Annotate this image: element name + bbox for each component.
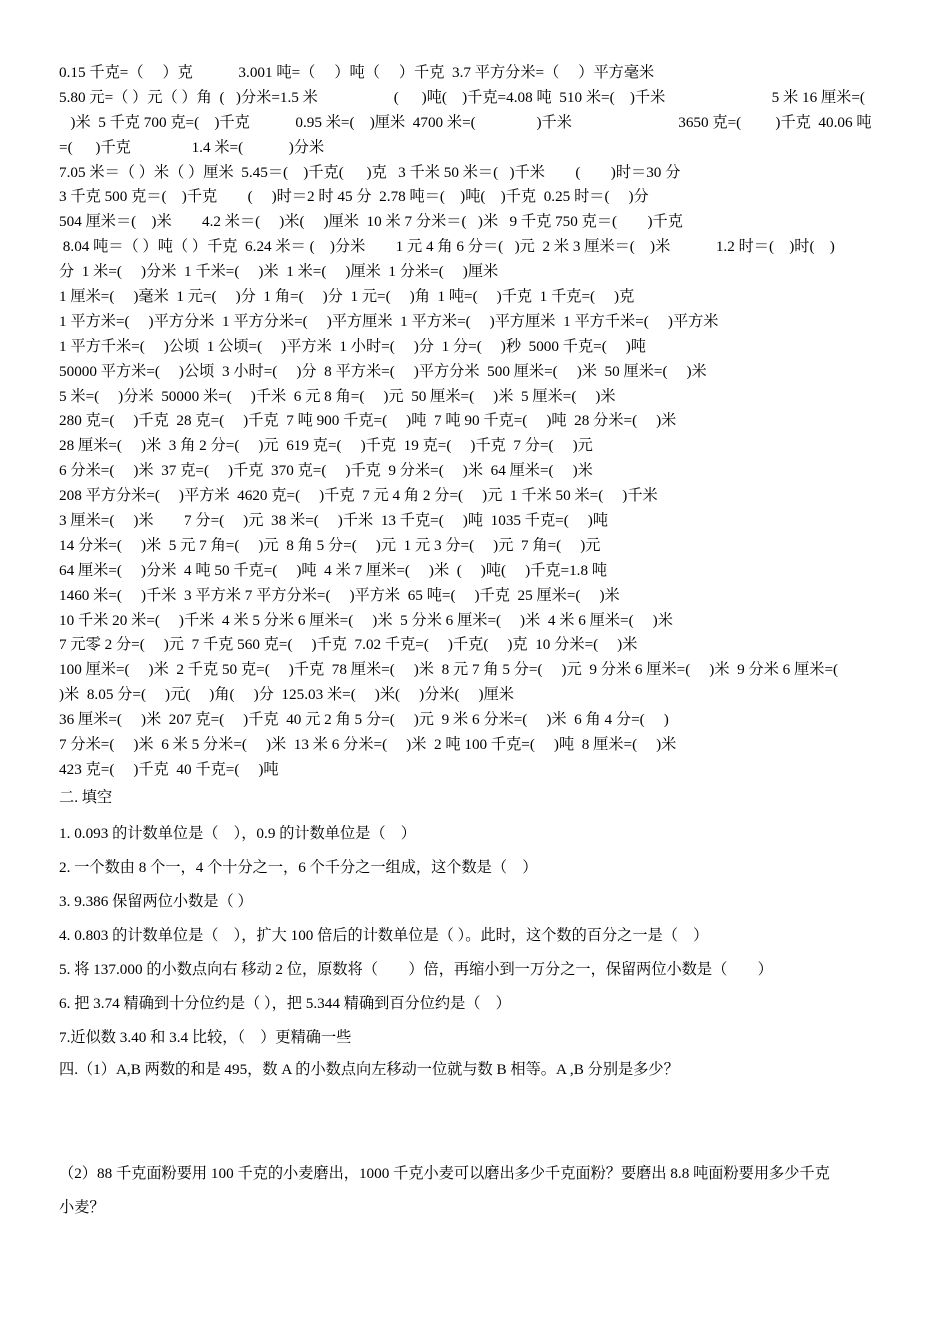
- section-heading: 二. 填空: [59, 789, 113, 806]
- fill-question: 6. 把 3.74 精确到十分位约是（ ），把 5.344 精确到百分位约是（ ）: [59, 995, 511, 1012]
- conversion-line: 10 千米 20 米=( )千米 4 米 5 分米 6 厘米=( )米 5 分米 6 厘米=( )米 4 米 6 厘米=( )米: [59, 611, 673, 629]
- conversion-line: 3 厘米=( )米 7 分=( )元 38 米=( )千米 13 千克=( )吨 1035 千克=( )吨: [59, 512, 609, 530]
- conversion-line: 7 元零 2 分=( )元 7 千克 560 克=( )千克 7.02 千克=( )千克( )克 10 分米=( )米: [59, 636, 638, 654]
- fill-question: 7.近似数 3.40 和 3.4 比较，（ ）更精确一些: [59, 1029, 352, 1046]
- fill-question: 4. 0.803 的计数单位是（ ），扩大 100 倍后的计数单位是（ ）。此时，这个数的百分之一是（ ）: [59, 927, 709, 944]
- conversion-line: 36 厘米=( )米 207 克=( )千克 40 元 2 角 5 分=( )元 9 米 6 分米=( )米 6 角 4 分=( ): [59, 711, 669, 729]
- fill-question: 3. 9.386 保留两位小数是（ ）: [59, 893, 253, 910]
- conversion-line: 5.80 元=（ ）元（ ）角 ( )分米=1.5 米 ( )吨( )千克=4.08 吨 510 米=( )千米 5 米 16 厘米=(: [59, 88, 865, 106]
- word-problem-2-line-2: 小麦？: [59, 1199, 105, 1216]
- conversion-line: 1 平方千米=( )公顷 1 公顷=( )平方米 1 小时=( )分 1 分=( )秒 5000 千克=( )吨: [59, 337, 646, 355]
- conversion-line: 7.05 米＝（ ）米（ ）厘米 5.45＝( )千克( )克 3 千米 50 米＝( )千米 ( )时＝30 分: [59, 163, 681, 181]
- conversion-line: 423 克=( )千克 40 千克=( )吨: [59, 760, 279, 778]
- conversion-line: 14 分米=( )米 5 元 7 角=( )元 8 角 5 分=( )元 1 元 3 分=( )元 7 角=( )元: [59, 536, 601, 554]
- conversion-line: 64 厘米=( )分米 4 吨 50 千克=( )吨 4 米 7 厘米=( )米 ( )吨( )千克=1.8 吨: [59, 561, 608, 579]
- conversion-line: 7 分米=( )米 6 米 5 分米=( )米 13 米 6 分米=( )米 2 吨 100 千克=( )吨 8 厘米=( )米: [59, 736, 677, 754]
- conversion-line: )米 8.05 分=( )元( )角( )分 125.03 米=( )米( )分米( )厘米: [59, 686, 514, 704]
- conversion-line: 28 厘米=( )米 3 角 2 分=( )元 619 克=( )千克 19 克=( )千克 7 分=( )元: [59, 437, 593, 455]
- conversion-line: =( )千克 1.4 米=( )分米: [59, 138, 325, 156]
- conversion-line: 分 1 米=( )分米 1 千米=( )米 1 米=( )厘米 1 分米=( )厘米: [59, 263, 499, 281]
- conversion-line: 5 米=( )分米 50000 米=( )千米 6 元 8 角=( )元 50 厘米=( )米 5 厘米=( )米: [59, 387, 616, 405]
- conversion-line: 0.15 千克=（ ）克 3.001 吨=（ ）吨（ ）千克 3.7 平方分米=（ ）平方毫米: [59, 64, 655, 81]
- conversion-line: 1460 米=( )千米 3 平方米 7 平方分米=( )平方米 65 吨=( )千克 25 厘米=( )米: [59, 586, 620, 604]
- fill-question: 2. 一个数由 8 个一，4 个十分之一，6 个千分之一组成，这个数是（ ）: [59, 859, 538, 876]
- conversion-line: 504 厘米＝( )米 4.2 米＝( )米( )厘米 10 米 7 分米＝( )米 9 千克 750 克＝( )千克: [59, 213, 683, 231]
- conversion-line: 8.04 吨＝（ ）吨（ ）千克 6.24 米＝ ( )分米 1 元 4 角 6 分＝( )元 2 米 3 厘米＝( )米 1.2 时＝( )时( ): [59, 238, 835, 256]
- word-problem-2-line-1: （2）88 千克面粉要用 100 千克的小麦磨出，1000 千克小麦可以磨出多少千克面粉？要磨出 8.8 吨面粉要用多少千克: [59, 1165, 830, 1182]
- conversion-line: 6 分米=( )米 37 克=( )千克 370 克=( )千克 9 分米=( )米 64 厘米=( )米: [59, 462, 593, 480]
- conversion-line: 1 平方米=( )平方分米 1 平方分米=( )平方厘米 1 平方米=( )平方厘米 1 平方千米=( )平方米: [59, 312, 719, 330]
- unit-conversion-block: [59, 61, 895, 783]
- conversion-line: 280 克=( )千克 28 克=( )千克 7 吨 900 千克=( )吨 7 吨 90 千克=( )吨 28 分米=( )米: [59, 412, 677, 430]
- fill-question: 5. 将 137.000 的小数点向右 移动 2 位，原数将（ ）倍，再缩小到一万分之一，保留两位小数是（ ）: [59, 961, 773, 978]
- conversion-line: 100 厘米=( )米 2 千克 50 克=( )千克 78 厘米=( )米 8 元 7 角 5 分=( )元 9 分米 6 厘米=( )米 9 分米 6 厘米=(: [59, 661, 839, 679]
- word-problem-1: 四.（1）A,B 两数的和是 495，数 A 的小数点向左移动一位就与数 B 相等。A ,B 分别是多少？: [59, 1061, 679, 1078]
- conversion-line: 3 千克 500 克＝( )千克 ( )时＝2 时 45 分 2.78 吨＝( )吨( )千克 0.25 时＝( )分: [59, 188, 649, 206]
- conversion-line: )米 5 千克 700 克=( )千克 0.95 米=( )厘米 4700 米=( )千米 3650 克=( )千克 40.06 吨: [59, 113, 872, 131]
- conversion-line: 1 厘米=( )毫米 1 元=( )分 1 角=( )分 1 元=( )角 1 吨=( )千克 1 千克=( )克: [59, 288, 635, 306]
- conversion-line: 208 平方分米=( )平方米 4620 克=( )千克 7 元 4 角 2 分=( )元 1 千米 50 米=( )千米: [59, 487, 658, 505]
- conversion-line: 50000 平方米=( )公顷 3 小时=( )分 8 平方米=( )平方分米 500 厘米=( )米 50 厘米=( )米: [59, 362, 707, 380]
- fill-question: 1. 0.093 的计数单位是（ ），0.9 的计数单位是（ ）: [59, 825, 416, 842]
